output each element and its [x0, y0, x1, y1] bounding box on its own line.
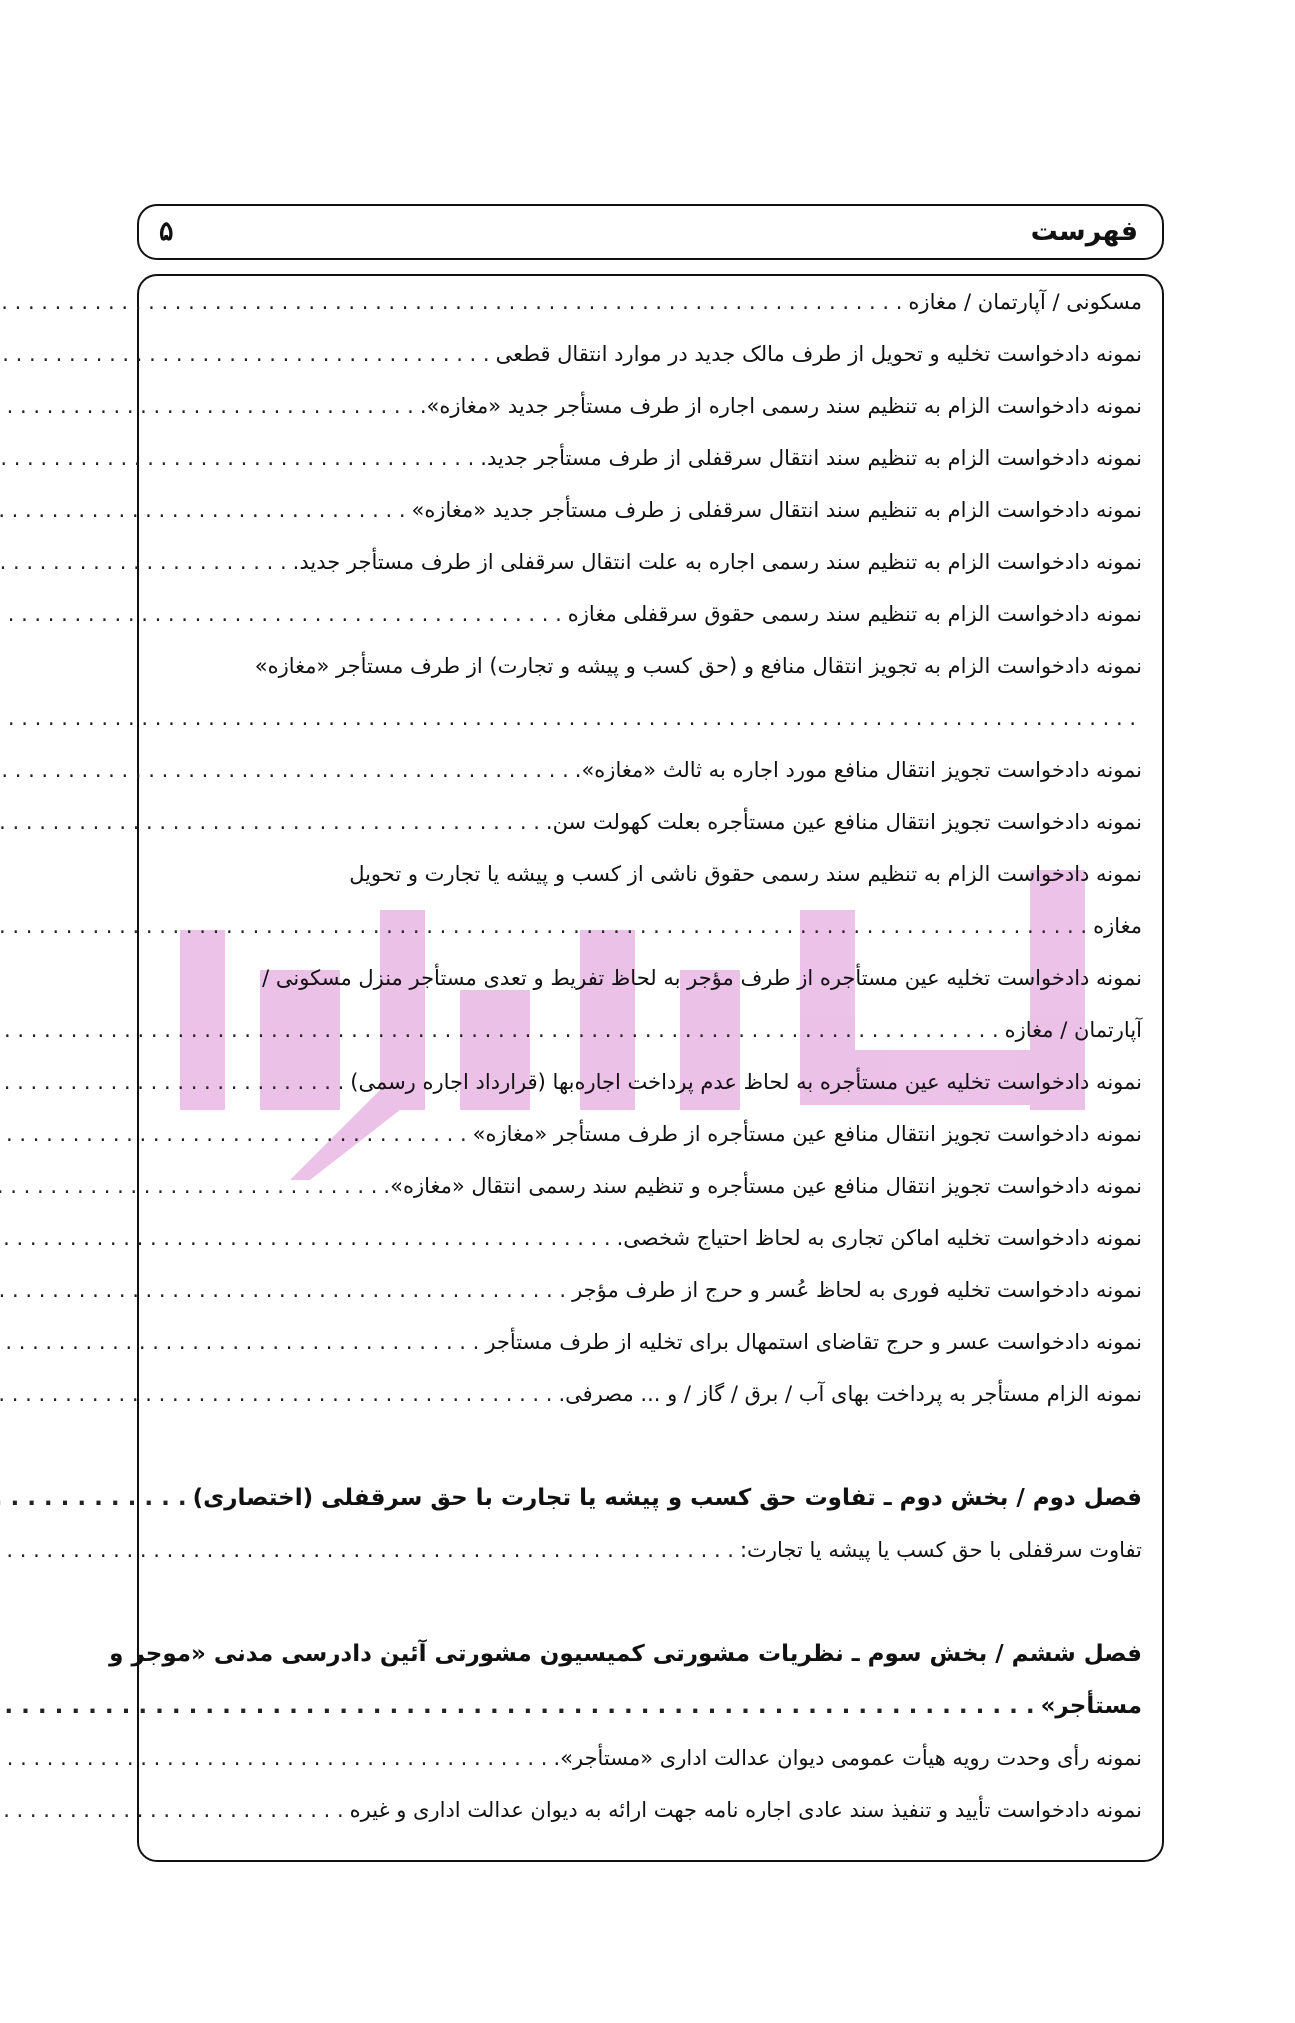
toc-entry-continuation[interactable]: آپارتمان / مغازه . . . [159, 1004, 1142, 1056]
header-title: فهرست [1030, 216, 1138, 247]
toc-entry[interactable]: نمونه دادخواست الزام به تنظیم سند رسمی اجاره از طرف مستأجر جدید «مغازه». . . . [159, 380, 1142, 432]
toc-entry[interactable]: نمونه دادخواست تجویز انتقال منافع مورد اجاره به ثالث «مغازه». . . . [159, 744, 1142, 796]
toc-entry[interactable]: نمونه دادخواست الزام به تنظیم سند رسمی حقوق سرقفلی مغازه . . . [159, 588, 1142, 640]
section-heading-continuation[interactable]: مستأجر» . . . [159, 1680, 1142, 1732]
toc-entry[interactable]: تفاوت سرقفلی با حق کسب یا پیشه یا تجارت: . . . [159, 1524, 1142, 1576]
page-header [137, 204, 1164, 260]
table-of-contents [109, 276, 1162, 1836]
toc-entry[interactable]: نمونه دادخواست تجویز انتقال منافع عین مستأجره بعلت کهولت سن. . . . [159, 796, 1142, 848]
toc-entry[interactable]: نمونه دادخواست تجویز انتقال منافع عین مستأجره از طرف مستأجر «مغازه» . . . [159, 1108, 1142, 1160]
toc-entry[interactable]: نمونه دادخواست تخلیه عین مستأجره از طرف مؤجر به لحاظ تفریط و تعدی مستأجر منزل مسکونی / [262, 966, 1142, 990]
toc-entry[interactable]: نمونه دادخواست تأیید و تنفیذ سند عادی اجاره نامه جهت ارائه به دیوان عدالت اداری و غیره . . . [159, 1784, 1142, 1836]
toc-entry-continuation[interactable]: مغازه . . . [159, 900, 1142, 952]
toc-entry[interactable]: نمونه رأی وحدت رویه هیأت عمومی دیوان عدالت اداری «مستأجر». . . . [159, 1732, 1142, 1784]
section-heading[interactable]: فصل دوم / بخش دوم ـ تفاوت حق کسب و پیشه یا تجارت با حق سرقفلی (اختصاری) . . . [159, 1472, 1142, 1524]
toc-entry[interactable]: نمونه دادخواست الزام به تنظیم سند رسمی حقوق ناشی از کسب و پیشه یا تجارت و تحویل [349, 862, 1142, 886]
toc-entry[interactable]: نمونه دادخواست تخلیه فوری به لحاظ عُسر و حرج از طرف مؤجر . . . [159, 1264, 1142, 1316]
toc-container [109, 274, 1164, 1862]
spacer [159, 1420, 1142, 1472]
header-page-number: ۵ [159, 216, 174, 247]
toc-entry[interactable]: نمونه دادخواست تخلیه و تحویل از طرف مالک جدید در موارد انتقال قطعی . . . [159, 328, 1142, 380]
toc-entry[interactable]: مسکونی / آپارتمان / مغازه . . . [159, 276, 1142, 328]
toc-entry-continuation[interactable] [159, 692, 1142, 744]
section-heading[interactable]: فصل ششم / بخش سوم ـ نظریات مشورتی کمیسیون مشورتی آئین دادرسی مدنی «موجر و [109, 1641, 1142, 1667]
toc-entry[interactable]: نمونه دادخواست تخلیه عین مستأجره به لحاظ عدم پرداخت اجاره‌بها (قرارداد اجاره رسمی) . . . [159, 1056, 1142, 1108]
toc-entry[interactable]: نمونه دادخواست الزام به تجویز انتقال منافع و (حق کسب و پیشه و تجارت) از طرف مستأجر «مغازه» [254, 654, 1142, 678]
toc-entry[interactable]: نمونه الزام مستأجر به پرداخت بهای آب / برق / گاز / و ... مصرفی. . . . [159, 1368, 1142, 1420]
toc-entry[interactable]: نمونه دادخواست الزام به تنظیم سند انتقال سرقفلی ز طرف مستأجر جدید «مغازه» . . . [159, 484, 1142, 536]
toc-entry[interactable]: نمونه دادخواست الزام به تنظیم سند انتقال سرقفلی از طرف مستأجر جدید. . . . [159, 432, 1142, 484]
toc-entry[interactable]: نمونه دادخواست تجویز انتقال منافع عین مستأجره و تنظیم سند رسمی انتقال «مغازه». . . . [159, 1160, 1142, 1212]
spacer [159, 1576, 1142, 1628]
toc-entry[interactable]: نمونه دادخواست عسر و حرج تقاضای استمهال برای تخلیه از طرف مستأجر . . . [159, 1316, 1142, 1368]
toc-entry[interactable]: نمونه دادخواست الزام به تنظیم سند رسمی اجاره به علت انتقال سرقفلی از طرف مستأجر جدید. . . . [159, 536, 1142, 588]
toc-entry[interactable]: نمونه دادخواست تخلیه اماکن تجاری به لحاظ احتیاج شخصی. . . . [159, 1212, 1142, 1264]
